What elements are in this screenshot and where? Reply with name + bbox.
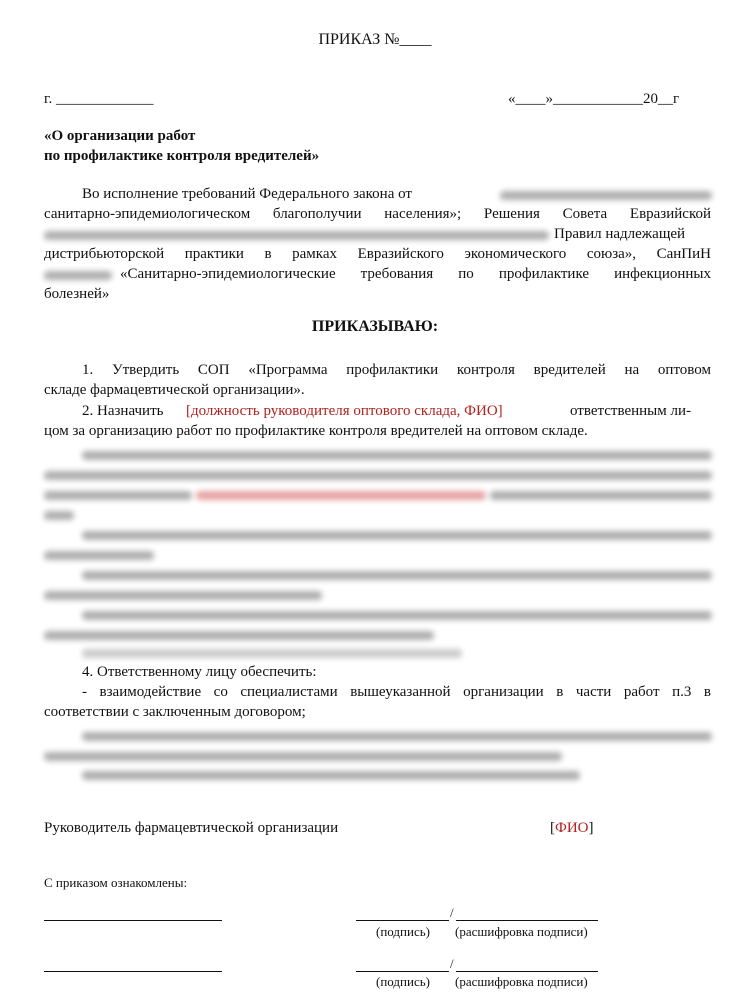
orders-heading: ПРИКАЗЫВАЮ: xyxy=(311,318,439,335)
item-2-suffix: ответственным ли- xyxy=(570,403,691,419)
head-fio xyxy=(550,820,594,837)
name-line xyxy=(44,920,222,921)
preamble-line-6: болезней» xyxy=(44,286,110,302)
item-2-prefix: 2. Назначить xyxy=(82,403,164,419)
redacted-text xyxy=(44,631,434,640)
preamble-line-3: Правил надлежащей xyxy=(554,226,686,242)
redacted-text xyxy=(44,271,112,280)
redacted-text xyxy=(82,451,712,460)
redacted-text xyxy=(44,591,322,600)
preamble-line-1: Во исполнение требований Федерального закона от xyxy=(82,186,412,202)
decode-caption: (расшифровка подписи) xyxy=(455,924,588,939)
redacted-text xyxy=(82,771,580,780)
preamble-line-5: «Санитарно-эпидемиологические требования по профилактике инфекционных xyxy=(120,266,711,282)
slash-separator: / xyxy=(450,905,454,920)
decode-caption: (расшифровка подписи) xyxy=(455,974,588,989)
redacted-text xyxy=(500,191,712,200)
name-line xyxy=(44,971,222,972)
item-4-line-2: - взаимодействие со специалистами вышеуказанной организации в части работ п.3 в xyxy=(82,684,711,700)
signature-line xyxy=(356,971,449,972)
redacted-text xyxy=(82,611,712,620)
preamble-line-4: дистрибьюторской практики в рамках Евразийского экономического союза», СанПиН xyxy=(44,246,711,262)
redacted-text xyxy=(196,491,486,500)
redacted-text xyxy=(82,531,712,540)
redacted-text xyxy=(44,231,549,240)
redacted-text xyxy=(44,471,712,480)
redacted-text xyxy=(82,732,712,741)
redacted-text xyxy=(82,649,462,658)
redacted-text xyxy=(82,571,712,580)
decode-line xyxy=(456,920,598,921)
order-title: ПРИКАЗ №____ xyxy=(318,31,432,48)
item-2-line-2: цом за организацию работ по профилактике контроля вредителей на оптовом складе. xyxy=(44,423,588,439)
signature-caption: (подпись) xyxy=(376,924,430,939)
fio-bracket-close: ] xyxy=(588,820,594,836)
decode-line xyxy=(456,971,598,972)
item-4-line-1: 4. Ответственному лицу обеспечить: xyxy=(82,664,317,680)
fio-placeholder: ФИО xyxy=(555,820,589,836)
signature-line xyxy=(356,920,449,921)
city-field: г. _____________ xyxy=(44,91,154,107)
acquainted-label: С приказом ознакомлены: xyxy=(44,875,188,890)
item-2-placeholder: [должность руководителя оптового склада, ФИО] xyxy=(186,403,503,419)
head-signature-label: Руководитель фармацевтической организации xyxy=(44,820,339,836)
redacted-text xyxy=(490,491,712,500)
fio-bracket-open: [ xyxy=(550,820,555,836)
signature-caption: (подпись) xyxy=(376,974,430,989)
date-field: «____»____________20__г xyxy=(508,91,680,107)
slash-separator: / xyxy=(450,956,454,971)
preamble-line-2: санитарно-эпидемиологическом благополучии населения»; Решения Совета Евразийской xyxy=(44,206,711,222)
redacted-text xyxy=(44,491,192,500)
item-1-line-2: складе фармацевтической организации». xyxy=(44,382,305,398)
item-4-line-3: соответствии с заключенным договором; xyxy=(44,704,306,720)
subject-line-1: «О организации работ xyxy=(44,128,196,144)
subject-line-2: по профилактике контроля вредителей» xyxy=(44,148,320,164)
redacted-text xyxy=(44,511,74,520)
item-1-line-1: 1. Утвердить СОП «Программа профилактики контроля вредителей на оптовом xyxy=(82,362,711,378)
redacted-text xyxy=(44,752,562,761)
redacted-text xyxy=(44,551,154,560)
